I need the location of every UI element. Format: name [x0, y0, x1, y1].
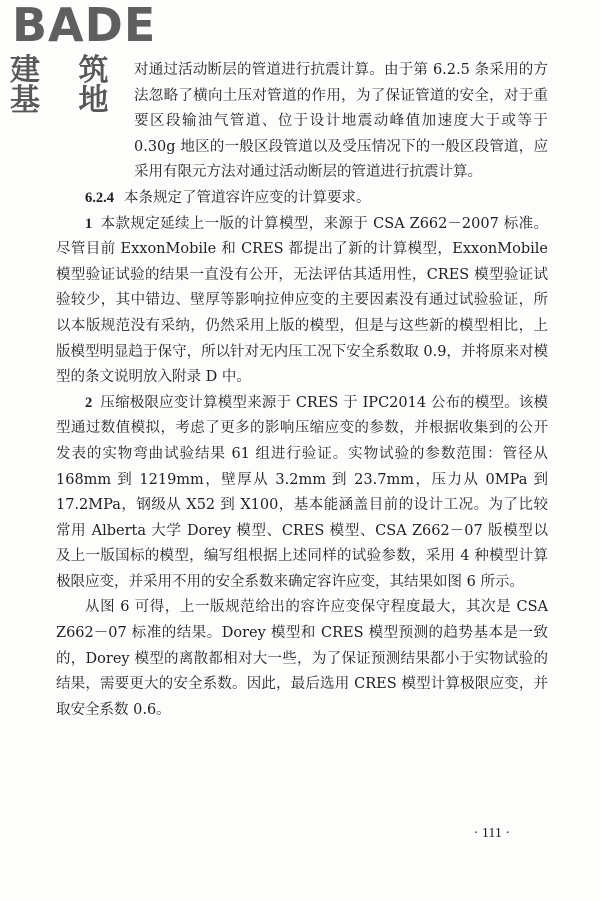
paragraph-continuation: 对通过活动断层的管道进行抗震计算。由于第 6.2.5 条采用的方法忽略了横向土压对管道的作用，为了保证管道的安全，对于重要区段输油气管道、位于设计地震动峰值加速度大于或等于 0.30g 地区的一般区段管道以及受压情况下的一般区段管道，应采用有限元方法对通过活动断层的管道进行抗震计算。 [134, 62, 548, 181]
section-text: 本条规定了管道容许应变的计算要求。 [124, 189, 371, 206]
item-text: 压缩极限应变计算模型来源于 CRES 于 IPC2014 公布的模型。该模型通过数值模拟，考虑了更多的影响压缩应变的参数，并根据收集到的公开发表的实物弯曲试验结果 61 组进行验证。实物试验的参数范围：管径从 168mm 到 1219mm，壁厚从 3.2mm 到 23.7mm，压力从 0MPa 到 17.2MPa，钢级从 X52 到 X100，基本能涵盖目前的设计工况。为了比较常用 Alberta 大学 Dorey 模型、CRES 模型、CSA Z662－07 版模型以及上一版国标的模型，编写组根据上述同样的试验参数，采用 4 种模型计算极限应变，并采用不用的安全系数来确定容许应变，其结果如图 6 所示。 [56, 394, 548, 590]
body-text [56, 58, 548, 723]
page-number: · 111 · [473, 826, 510, 841]
watermark-latin-text: BADE [12, 0, 157, 52]
section-6-2-4 [56, 186, 548, 212]
item-2 [56, 391, 548, 596]
watermark-chinese-text: 建 筑 基 地 [10, 53, 123, 118]
watermark-logo [4, 0, 184, 118]
item-number: 2 [85, 394, 93, 411]
item-text: 本款规定延续上一版的计算模型，来源于 CSA Z662－2007 标准。尽管目前 ExxonMobile 和 CRES 都提出了新的计算模型，ExxonMobile 模型验证试验的结果一直没有公开，无法评估其适用性，CRES 模型验证试验较少，其中错边、壁厚等影响拉伸应变的主要因素没有通过试验验证，所以本版规范没有采纳，仍然采用上版的模型，但是与这些新的模型相比，上版模型明显趋于保守，所以针对无内压工况下安全系数取 0.9，并将原来对模型的条文说明放入附录 D 中。 [56, 215, 548, 386]
paragraph-conclusion: 从图 6 可得，上一版规范给出的容许应变保守程度最大，其次是 CSA Z662－07 标准的结果。Dorey 模型和 CRES 模型预测的趋势基本是一致的，Dorey 模型的离散都相对大一些，为了保证预测结果都小于实物试验的结果，需要更大的安全系数。因此，最后选用 CRES 模型计算极限应变，并取安全系数 0.6。 [56, 599, 548, 718]
item-number: 1 [85, 215, 93, 232]
item-1 [56, 212, 548, 391]
section-number: 6.2.4 [85, 189, 114, 206]
